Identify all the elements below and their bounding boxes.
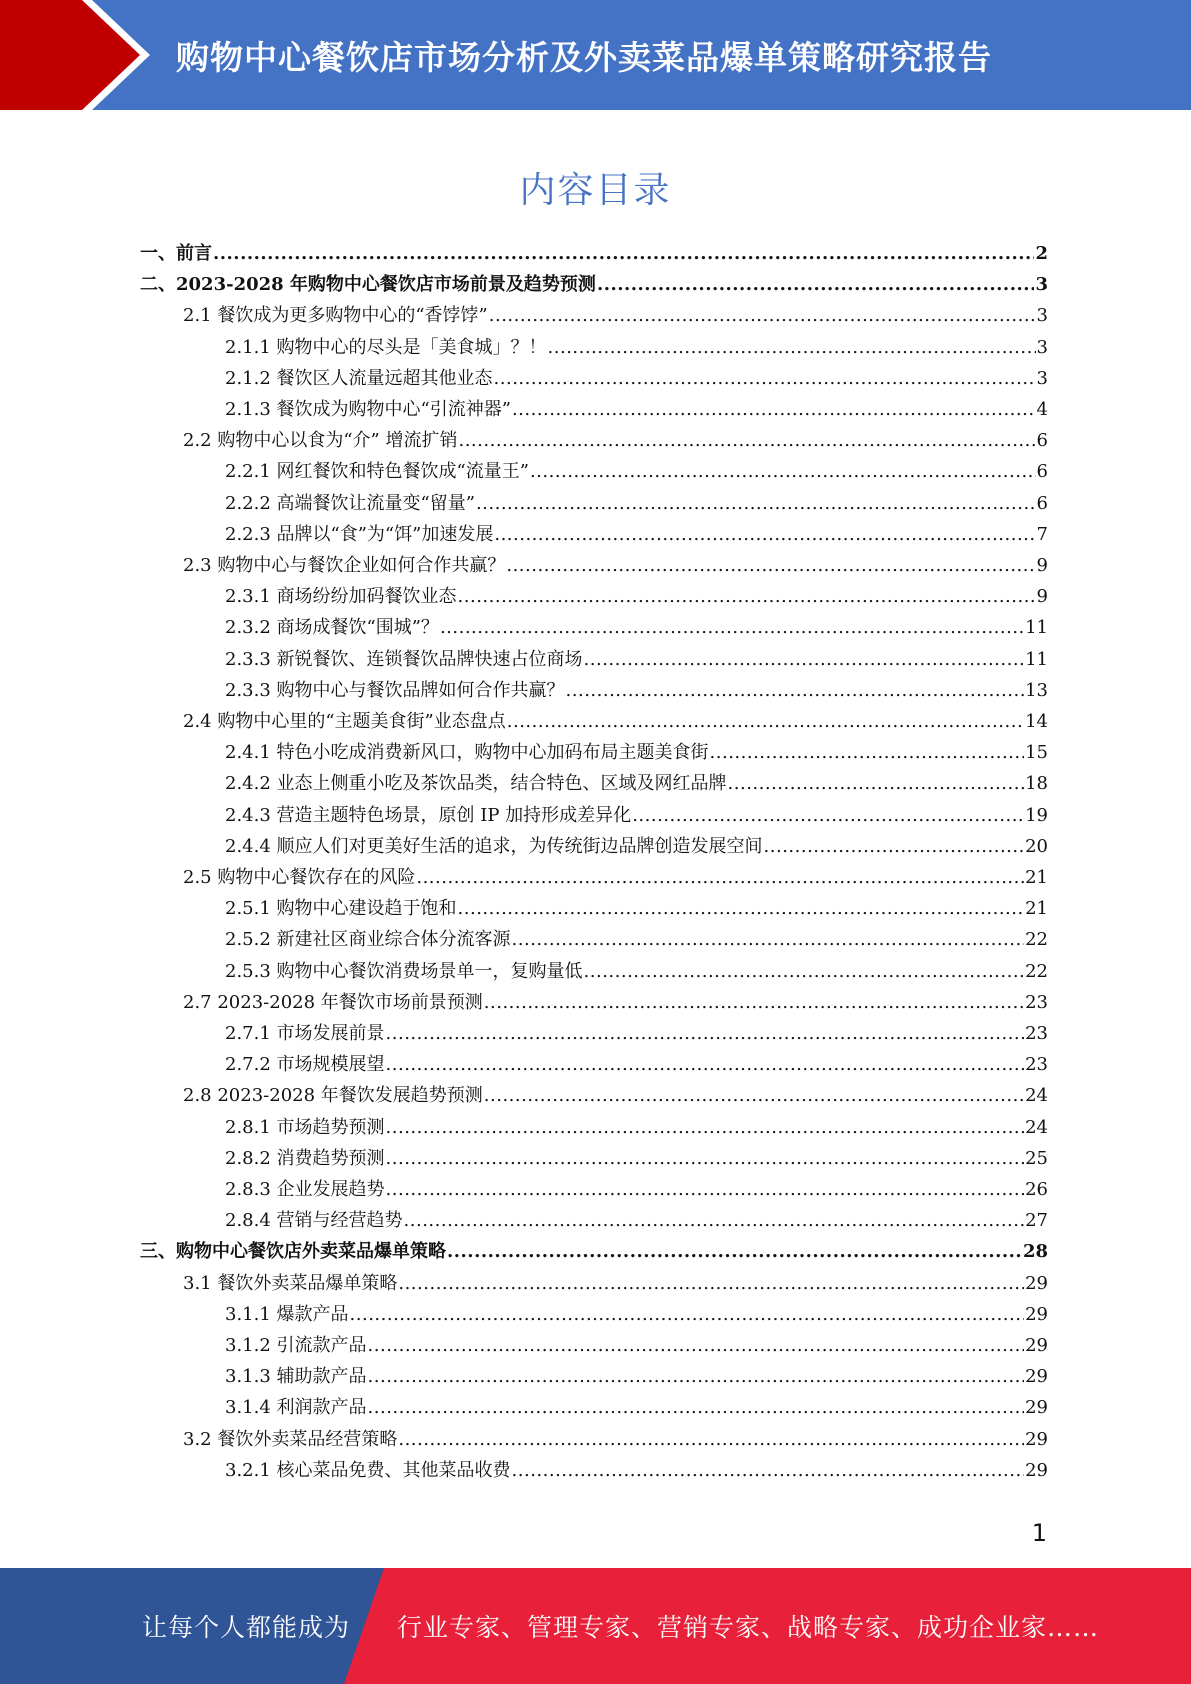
toc-entry-page: 23 — [1025, 1054, 1048, 1076]
footer-banner — [0, 1568, 1191, 1684]
toc-entry-label: 三、购物中心餐饮店外卖菜品爆单策略 — [140, 1241, 446, 1263]
toc-entry-page: 4 — [1036, 399, 1048, 420]
toc-leader-dots — [566, 675, 1025, 706]
toc-entry[interactable] — [0, 800, 1048, 831]
toc-leader-dots — [506, 550, 1035, 581]
toc-entry-page: 24 — [1025, 1116, 1048, 1138]
toc-entry[interactable] — [0, 394, 1048, 425]
toc-entry-page: 6 — [1036, 430, 1048, 452]
toc-entry-page: 19 — [1025, 804, 1048, 826]
toc-leader-dots — [632, 800, 1024, 831]
toc-entry-label: 2.1 餐饮成为更多购物中心的“香饽饽” — [183, 305, 488, 327]
toc-entry[interactable] — [0, 1361, 1048, 1392]
toc-entry[interactable] — [0, 987, 1048, 1018]
toc-entry-page: 27 — [1025, 1210, 1048, 1232]
toc-entry-label: 3.2.1 核心菜品免费、其他菜品收费 — [225, 1459, 511, 1481]
toc-entry[interactable] — [0, 924, 1048, 955]
toc-leader-dots — [350, 1299, 1025, 1330]
toc-entry-page: 28 — [1022, 1241, 1048, 1263]
toc-entry-page: 7 — [1036, 523, 1048, 545]
header-banner — [0, 0, 1191, 110]
toc-entry-label: 2.5 购物中心餐饮存在的风险 — [183, 867, 416, 888]
toc-entry[interactable] — [0, 612, 1048, 643]
toc-entry-label: 2.7 2023-2028 年餐饮市场前景预测 — [183, 991, 483, 1013]
toc-leader-dots — [597, 269, 1035, 300]
toc-entry[interactable] — [0, 1392, 1048, 1423]
toc-leader-dots — [494, 363, 1036, 394]
toc-entry-page: 22 — [1025, 960, 1048, 982]
toc-entry-page: 13 — [1025, 679, 1048, 701]
toc-entry[interactable] — [0, 768, 1048, 799]
toc-entry-label: 3.1.2 引流款产品 — [225, 1335, 367, 1356]
toc-entry-page: 6 — [1036, 461, 1048, 483]
toc-entry-label: 2.5.1 购物中心建设趋于饱和 — [225, 898, 457, 920]
toc-leader-dots — [386, 1049, 1025, 1080]
toc-entry-label: 2.1.2 餐饮区人流量远超其他业态 — [225, 367, 493, 389]
toc-entry-page: 11 — [1025, 648, 1048, 670]
toc-leader-dots — [476, 488, 1036, 519]
toc-entry[interactable] — [0, 581, 1048, 612]
toc-leader-dots — [404, 1205, 1025, 1236]
toc-leader-dots — [512, 1455, 1025, 1486]
toc-leader-dots — [213, 238, 1034, 269]
toc-entry[interactable] — [0, 1018, 1048, 1049]
toc-entry-page: 14 — [1025, 711, 1048, 732]
toc-leader-dots — [507, 706, 1024, 737]
toc-entry-page: 23 — [1025, 1023, 1048, 1044]
toc-leader-dots — [512, 924, 1025, 955]
toc-leader-dots — [458, 893, 1025, 924]
toc-leader-dots — [447, 1236, 1022, 1267]
toc-entry[interactable] — [0, 363, 1048, 394]
toc-entry-label: 2.4 购物中心里的“主题美食街”业态盘点 — [183, 711, 506, 732]
toc-entry[interactable] — [0, 1174, 1048, 1205]
toc-entry-label: 2.2 购物中心以食为“介” 增流扩销 — [183, 430, 458, 452]
toc-entry-page: 2 — [1035, 243, 1048, 264]
toc-entry[interactable] — [0, 1112, 1048, 1143]
toc-leader-dots — [484, 1080, 1024, 1111]
footer-slogan-left: 让每个人都能成为 — [142, 1613, 351, 1642]
toc-entry-page: 22 — [1025, 929, 1048, 951]
toc-leader-dots — [386, 1174, 1025, 1205]
toc-leader-dots — [548, 332, 1036, 363]
toc-leader-dots — [440, 612, 1024, 643]
toc-entry-page: 6 — [1036, 492, 1048, 514]
toc-entry-label: 2.3.2 商场成餐饮“围城”？ — [225, 617, 439, 639]
toc-entry-page: 11 — [1025, 617, 1048, 639]
toc-entry[interactable] — [0, 737, 1048, 768]
toc-entry-page: 21 — [1025, 898, 1048, 920]
toc-entry[interactable] — [0, 300, 1048, 331]
toc-entry-label: 2.3 购物中心与餐饮企业如何合作共赢？ — [183, 555, 506, 576]
toc-leader-dots — [484, 987, 1024, 1018]
toc-entry-label: 2.8 2023-2028 年餐饮发展趋势预测 — [183, 1085, 483, 1107]
toc-leader-dots — [530, 456, 1036, 487]
toc-entry[interactable] — [0, 1143, 1048, 1174]
toc-entry[interactable] — [0, 1455, 1048, 1486]
toc-entry[interactable] — [0, 956, 1048, 987]
toc-entry-label: 2.5.3 购物中心餐饮消费场景单一，复购量低 — [225, 960, 583, 982]
toc-entry[interactable] — [0, 519, 1048, 550]
toc-entry[interactable] — [0, 862, 1048, 893]
toc-entry-label: 2.4.3 营造主题特色场景，原创 IP 加持形成差异化 — [225, 804, 632, 826]
toc-leader-dots — [458, 581, 1036, 612]
toc-entry[interactable] — [0, 425, 1048, 456]
footer-slogan-right: 行业专家、管理专家、营销专家、战略专家、成功企业家…… — [397, 1613, 1100, 1642]
toc-leader-dots — [494, 519, 1035, 550]
toc-leader-dots — [386, 1143, 1025, 1174]
toc-heading: 内容目录 — [519, 170, 672, 211]
toc-entry-label: 2.8.2 消费趋势预测 — [225, 1147, 385, 1169]
report-title: 购物中心餐饮店市场分析及外卖菜品爆单策略研究报告 — [176, 37, 992, 77]
toc-leader-dots — [489, 300, 1036, 331]
toc-leader-dots — [368, 1392, 1025, 1423]
toc-leader-dots — [368, 1361, 1025, 1392]
toc-entry-label: 3.1.4 利润款产品 — [225, 1397, 367, 1419]
toc-leader-dots — [416, 862, 1024, 893]
toc-entry[interactable] — [0, 675, 1048, 706]
toc-entry-page: 20 — [1025, 835, 1048, 857]
toc-entry[interactable] — [0, 1330, 1048, 1361]
toc-entry-label: 一、前言 — [140, 243, 212, 264]
toc-entry-page: 29 — [1025, 1459, 1048, 1481]
toc-entry-label: 2.1.1 购物中心的尽头是「美食城」？！ — [225, 336, 547, 358]
toc-entry[interactable] — [0, 831, 1048, 862]
toc-leader-dots — [386, 1018, 1025, 1049]
page-number: 1 — [1031, 1519, 1047, 1547]
toc-entry-label: 2.8.1 市场趋势预测 — [225, 1116, 385, 1138]
toc-leader-dots — [512, 394, 1036, 425]
toc-entry-page: 15 — [1025, 742, 1048, 764]
toc-entry-label: 3.1.3 辅助款产品 — [225, 1366, 367, 1388]
toc-entry[interactable] — [0, 893, 1048, 924]
toc-entry[interactable] — [0, 1268, 1048, 1299]
toc-entry-label: 2.3.3 新锐餐饮、连锁餐饮品牌快速占位商场 — [225, 648, 583, 670]
toc-leader-dots — [368, 1330, 1025, 1361]
toc-entry[interactable] — [0, 269, 1048, 300]
toc-entry[interactable] — [0, 332, 1048, 363]
toc-entry-label: 二、2023-2028 年购物中心餐饮店市场前景及趋势预测 — [140, 274, 596, 296]
toc-entry-label: 2.2.2 高端餐饮让流量变“留量” — [225, 492, 475, 514]
toc-entry-label: 2.8.3 企业发展趋势 — [225, 1179, 385, 1200]
toc-entry[interactable] — [0, 456, 1048, 487]
toc-entry-label: 2.4.2 业态上侧重小吃及茶饮品类，结合特色、区域及网红品牌 — [225, 773, 727, 795]
toc-entry-page: 3 — [1036, 305, 1048, 327]
toc-entry-label: 2.3.1 商场纷纷加码餐饮业态 — [225, 586, 457, 608]
toc-entry-page: 9 — [1036, 586, 1048, 608]
toc-entry-page: 29 — [1025, 1397, 1048, 1419]
toc-entry-page: 25 — [1025, 1147, 1048, 1169]
toc-leader-dots — [584, 956, 1025, 987]
toc-entry[interactable] — [0, 1236, 1048, 1267]
toc-entry-page: 3 — [1035, 274, 1048, 296]
toc-entry-page: 3 — [1036, 367, 1048, 389]
toc-entry-label: 2.5.2 新建社区商业综合体分流客源 — [225, 929, 511, 951]
toc-entry-page: 23 — [1025, 991, 1048, 1013]
toc-entry-label: 2.1.3 餐饮成为购物中心“引流神器” — [225, 399, 511, 420]
toc-entry-label: 2.3.3 购物中心与餐饮品牌如何合作共赢？ — [225, 679, 565, 701]
toc-entry-label: 2.8.4 营销与经营趋势 — [225, 1210, 403, 1232]
toc-entry-label: 2.4.1 特色小吃成消费新风口，购物中心加码布局主题美食街 — [225, 742, 709, 764]
toc-entry-page: 18 — [1025, 773, 1048, 795]
toc-entry-label: 3.1.1 爆款产品 — [225, 1303, 349, 1325]
toc-entry-page: 9 — [1036, 555, 1048, 576]
toc-entry[interactable] — [0, 1205, 1048, 1236]
toc-entry[interactable] — [0, 706, 1048, 737]
toc-leader-dots — [584, 644, 1025, 675]
toc-entry[interactable] — [0, 550, 1048, 581]
toc-entry-label: 2.4.4 顺应人们对更美好生活的追求，为传统街边品牌创造发展空间 — [225, 835, 763, 857]
toc-entry-page: 26 — [1025, 1179, 1048, 1200]
toc-entry-label: 2.7.2 市场规模展望 — [225, 1054, 385, 1076]
toc-leader-dots — [386, 1112, 1025, 1143]
toc-leader-dots — [398, 1268, 1024, 1299]
toc-leader-dots — [458, 425, 1035, 456]
toc-entry[interactable] — [0, 644, 1048, 675]
toc-entry[interactable] — [0, 488, 1048, 519]
toc-entry-page: 29 — [1025, 1428, 1048, 1450]
toc-entry[interactable] — [0, 1424, 1048, 1455]
toc-entry[interactable] — [0, 1080, 1048, 1111]
toc-entry-page: 3 — [1036, 336, 1048, 358]
toc-entry-label: 2.2.3 品牌以“食”为“饵”加速发展 — [225, 523, 494, 545]
toc-leader-dots — [764, 831, 1025, 862]
toc-leader-dots — [710, 737, 1025, 768]
toc-entry-page: 29 — [1025, 1272, 1048, 1294]
toc-entry-label: 3.2 餐饮外卖菜品经营策略 — [183, 1428, 398, 1450]
toc-entry-label: 3.1 餐饮外卖菜品爆单策略 — [183, 1272, 398, 1294]
toc-entry-label: 2.2.1 网红餐饮和特色餐饮成“流量王” — [225, 461, 529, 483]
toc-entry-page: 29 — [1025, 1335, 1048, 1356]
toc-entry[interactable] — [0, 1049, 1048, 1080]
toc-leader-dots — [728, 768, 1025, 799]
toc-entry[interactable] — [0, 1299, 1048, 1330]
toc-entry-page: 24 — [1025, 1085, 1048, 1107]
toc-entry-page: 21 — [1025, 867, 1048, 888]
toc-entry-page: 29 — [1025, 1366, 1048, 1388]
toc-entry[interactable] — [0, 238, 1048, 269]
toc-entry-label: 2.7.1 市场发展前景 — [225, 1023, 385, 1044]
toc-entry-page: 29 — [1025, 1303, 1048, 1325]
toc-leader-dots — [398, 1424, 1024, 1455]
